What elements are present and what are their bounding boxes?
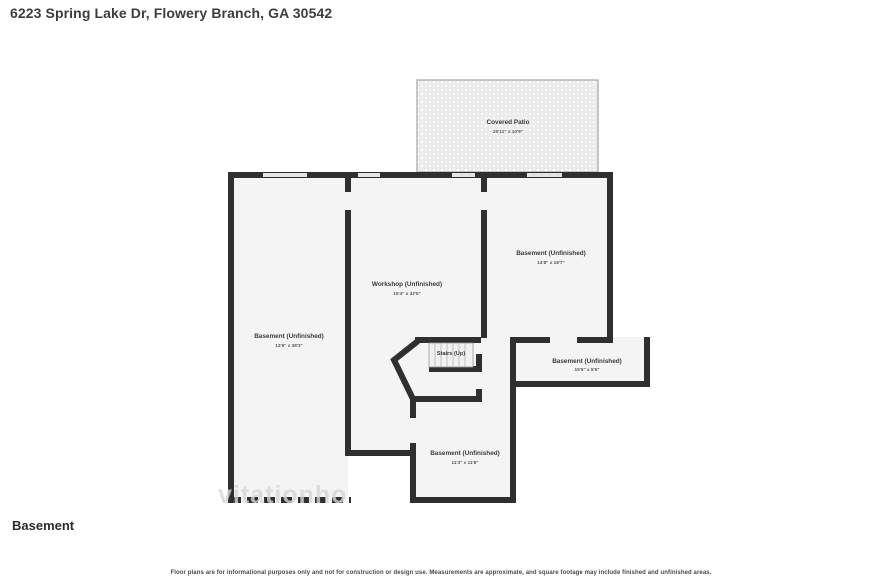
room-dim-basement-east: 15'6" x 5'5" — [574, 367, 600, 372]
room-label-stairs: Stairs (Up) — [436, 351, 466, 357]
room-label-basement-south: Basement (Unfinished) — [430, 450, 500, 457]
floor-name-label: Basement — [12, 518, 75, 533]
room-dim-covered-patio: 20'11" x 10'9" — [493, 129, 523, 134]
room-dim-workshop: 15'4" x 32'5" — [393, 291, 421, 296]
room-label-basement-east: Basement (Unfinished) — [552, 358, 622, 365]
page-title: 6223 Spring Lake Dr, Flowery Branch, GA 30542 — [10, 5, 333, 21]
room-label-basement-ne: Basement (Unfinished) — [516, 250, 586, 257]
watermark: vitationho — [218, 481, 348, 509]
room-dim-basement-west: 13'6" x 38'3" — [275, 343, 303, 348]
covered-patio-area — [417, 80, 598, 172]
room-label-workshop: Workshop (Unfinished) — [371, 281, 443, 288]
room-dim-basement-ne: 14'8" x 18'7" — [537, 260, 565, 265]
room-label-covered-patio: Covered Patio — [486, 119, 530, 126]
room-dim-basement-south: 11'3" x 11'8" — [451, 460, 479, 465]
disclaimer-text: Floor plans are for informational purposes only and not for construction or design use. Measurements are approximate, and square footage may include finished and unfinished areas. — [170, 570, 712, 576]
room-label-basement-west: Basement (Unfinished) — [254, 333, 324, 340]
